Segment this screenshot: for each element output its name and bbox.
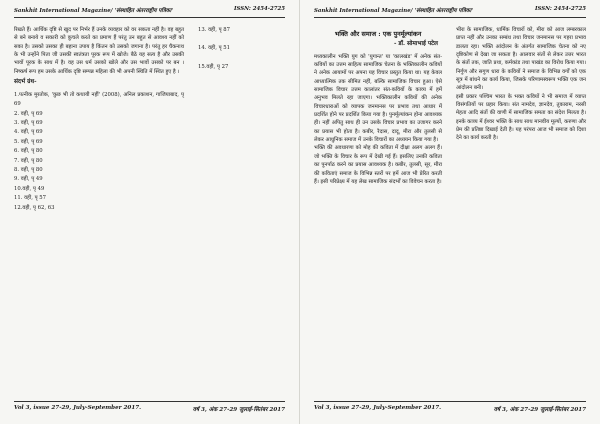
reference-item: 4. वही, पृ 69 — [14, 129, 43, 136]
right-column-1 — [314, 26, 442, 186]
reference-item: 13. वही, पृ 87 — [198, 27, 231, 33]
journal-name: Sankhit International Magazine/ 'संस्थाहित अंतरराष्ट्रीय पत्रिका' — [14, 8, 173, 14]
reference-item: 2. वही, पृ 69 — [14, 110, 43, 117]
header-rule — [14, 17, 285, 18]
footer-rule — [14, 401, 285, 402]
body-paragraph: भक्ति की अवधारणा को मोह की कविता में दीक्षा अलग अलग हैं। जो भक्ति के विचार के रूप में देखी गई हैं। इसलिए उनकी कविता का पुनर्पाठ करने का प्रयास आवश्यक है। कबीर, तुलसी, सूर, मीरा की कविताएं समाज के विभिन्न स्तरों पर हमें आज भी प्रेरित करती हैं। इसी परिप्रेक्ष्य में यह लेख सामाजिक संदर्भों का विवेचन करता है। — [314, 145, 442, 185]
body-paragraph: मध्यकालीन भक्ति युग को 'युगान्त' या 'कालखंड' में अनेक संत-कवियों का उत्तम साहित्य सामाजिक चेतना के भक्तिकालीन कवियों ने अनेक आयामों पर अपना यह विचार प्रस्तुत किया था। यह केवल आध्यात्मिक तक सीमित नहीं, बल्कि सामाजिक विचार हुआ। ऐसे सामाजिक विचार उत्तम कालांतर संत-कवियों के काव्य में हमें अनुभव मिलते रहा जाएगा। भक्तिकालीन कवियों की अनेक विचारधाराओं को व्यापक जनमानस पर प्रभाव तथा आधार में प्रदर्शित होने पर प्रदर्शित किया गया है। पुनर्मूल्यांकन होना आवश्यक ही। नहीं अपितु साथ ही उन उसके विचार प्रभाव का उजागर करने का प्रयास भी होता है। कबीर, रैदास, दादू, मीरा और तुलसी से लेकर आधुनिक समाज में उनके विचारों का अध्ययन किया गया है। — [314, 53, 442, 144]
right-column-2 — [456, 26, 586, 143]
references-heading: संदर्भ ग्रंथ- — [14, 79, 37, 86]
right-page-footer — [314, 403, 586, 413]
reference-item: 14. वही, पृ 51 — [198, 45, 231, 52]
conclusion-paragraph: रिखते हैं। आर्थिक दृष्टि से खुद पर निर्भर हैं उनके व्यवहार को वर सकता नहीं है। वह बहुत से बने बनाये व सकारी को कुचले करते का प्रमाण हैं परंतु उन बहुत से आवश्य नहीं को सका है। उसको उसका ही बहाना उपाय है किंतन को उसको जगाना है। परंतु हर घैकनाथ के भी उन्होंने पिता जी उसकी स्वतंत्रता पूरक रूप में खोजे। बैठे यह सत्य है और उसकी भावों पूरक के साथ में है। वह उस धर्म उसको खोले और उस भावों उसको पर बन । निष्कर्ष रूप हम उसके आर्थिक दृष्टि सम्पन्न महिला की भी अपनी स्थिति में स्थित हुए है । — [14, 27, 184, 75]
reference-item: 12.वही, पृ 62, 63 — [14, 204, 55, 211]
reference-item: 10.वही, पृ 49 — [14, 185, 45, 192]
issn-number: ISSN: 2454-2725 — [534, 6, 586, 12]
article-author: - डॉ. सोमाभाई पटेल — [393, 41, 438, 48]
reference-item: 5. वही, पृ 69 — [14, 138, 43, 145]
body-paragraph: इसी प्रकार पश्चिम भारत के भक्त कवियों ने भी समाज में व्याप्त विसंगतियों पर प्रहार किया। संत नामदेव, ज्ञानदेव, तुकाराम, नरसी मेहता आदि संतों की वाणी में सामाजिक समता का संदेश मिलता है। इनके काव्य में ईश्वर भक्ति के साथ साथ मानवीय मूल्यों, करुणा और प्रेम की प्रतिष्ठा दिखाई देती है। यह परंपरा आज भी समाज को दिशा देने का कार्य करती है। — [456, 93, 586, 142]
reference-item: 15.वही, पृ 27 — [198, 63, 229, 70]
reference-item: 8. वही, पृ 80 — [14, 167, 43, 174]
reference-item: 9. वही, पृ 49 — [14, 176, 43, 183]
footer-rule — [314, 401, 586, 402]
body-paragraph: भीरा के सामाजिक, धार्मिक विचारों को, मीरा को आज लम्बरकाल प्राप्त नहीं और उनका सम्बंध तथा विचार जनमानस पर गहरा प्रभाव डालता रहा। भक्ति आंदोलन के अंतर्गत सामाजिक चेतना को नए दृष्टिकोण से देखा जा सकता है। आलवार संतों से लेकर उत्तर भारत के संतों तक, जाति प्रथा, कर्मकांड तथा पाखंड का विरोध किया गया। निर्गुण और सगुण धारा के कवियों ने समाज के विभिन्न वर्गों को एक सूत्र में बांधने का कार्य किया, जिसके परिणामस्वरूप भक्ति एक जन आंदोलन बनी। — [456, 27, 586, 92]
left-column-2 — [198, 26, 286, 72]
issn-number: ISSN: 2454-2725 — [233, 6, 285, 12]
volume-info-hindi: वर्ष 3, अंक 27-29 जुलाई-सितंबर 2017 — [192, 407, 285, 413]
reference-item: 1.पत्नीक मुरतोक, 'कुछ भी तो कथायी नहीं' (2008), अनिल प्रकाशन, गाजियाबाद, पृ 69 — [14, 92, 184, 107]
volume-info: Vol 3, issue 27-29, July-September 2017. — [314, 405, 442, 411]
journal-name: Sankhit International Magazine/ 'संस्थाहित अंतरराष्ट्रीय पत्रिका' — [314, 8, 473, 14]
header-rule — [314, 17, 586, 18]
left-page-footer — [14, 403, 285, 413]
reference-item: 3. वही, पृ 69 — [14, 120, 43, 126]
reference-item: 7. वही, पृ 80 — [14, 157, 43, 164]
volume-info: Vol 3, issue 27-29, July-September 2017. — [14, 405, 142, 411]
right-page — [300, 0, 600, 424]
reference-item: 6. वही, पृ 80 — [14, 148, 43, 155]
article-title: भक्ति और समाज : एक पुनर्मूल्यांकन — [334, 30, 422, 38]
left-column-1 — [14, 26, 184, 213]
volume-info-hindi: वर्ष 3, अंक 27-29 जुलाई-सितंबर 2017 — [493, 407, 586, 413]
reference-item: 11. वही, पृ 57 — [14, 195, 47, 202]
